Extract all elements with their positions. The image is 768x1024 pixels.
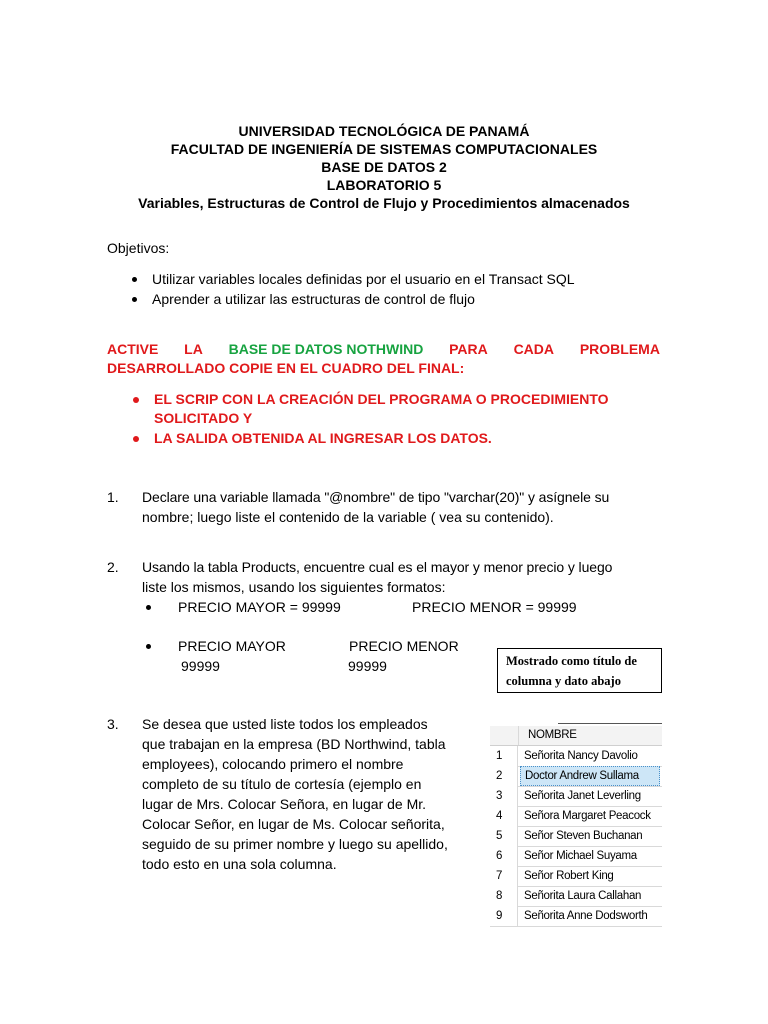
grid-corner-cell <box>490 726 519 745</box>
bullet-icon <box>132 277 137 282</box>
cell-nombre[interactable]: Señor Michael Suyama <box>524 850 637 862</box>
bullet-icon <box>146 644 151 649</box>
cell-nombre[interactable]: Señora Margaret Peacock <box>524 810 651 822</box>
problem-2-line-2: liste los mismos, usando los siguientes formatos: <box>142 579 446 595</box>
instruction-bullet-2: LA SALIDA OBTENIDA AL INGRESAR LOS DATOS. <box>154 430 492 446</box>
bullet-icon <box>132 297 137 302</box>
cell-nombre[interactable]: Señorita Janet Leverling <box>524 790 641 802</box>
result-grid <box>490 718 662 930</box>
topic-title: Variables, Estructuras de Control de Flujo y Procedimientos almacenados <box>138 195 630 211</box>
table-row[interactable] <box>490 846 662 867</box>
format-2-value-1: 99999 <box>181 658 220 674</box>
table-row[interactable] <box>490 806 662 827</box>
grid-header-row <box>490 726 662 746</box>
row-number: 1 <box>490 746 518 766</box>
problem-3-line: todo esto en una sola columna. <box>142 856 337 872</box>
problem-3-line: Se desea que usted liste todos los empleados <box>142 716 428 732</box>
row-number: 4 <box>490 806 518 826</box>
university-title: UNIVERSIDAD TECNOLÓGICA DE PANAMÁ <box>238 123 530 139</box>
note-line-2: columna y dato abajo <box>506 674 621 688</box>
table-row[interactable] <box>490 786 662 807</box>
problem-3-text <box>142 714 482 874</box>
table-row[interactable] <box>490 906 662 927</box>
problem-3-line: employees), colocando primero el nombre <box>142 756 404 772</box>
problem-3-line: lugar de Mrs. Colocar Señora, en lugar de Mr. <box>142 796 427 812</box>
table-row[interactable] <box>490 746 662 767</box>
instruction-word: CADA <box>513 341 555 357</box>
note-line-1: Mostrado como título de <box>506 654 637 668</box>
database-name: BASE DE DATOS NOTHWIND <box>228 341 424 357</box>
note-box <box>497 648 662 693</box>
row-number: 6 <box>490 846 518 866</box>
problem-3-line: completo de su título de cortesía (ejemplo en <box>142 776 422 792</box>
cell-nombre[interactable]: Señorita Anne Dodsworth <box>524 910 648 922</box>
format-1-right: PRECIO MENOR = 99999 <box>412 599 577 615</box>
row-number: 2 <box>490 766 518 786</box>
problem-3-number: 3. <box>107 716 119 732</box>
problem-3-line: Colocar Señor, en lugar de Ms. Colocar señorita, <box>142 816 445 832</box>
format-2-header-1: PRECIO MAYOR <box>178 638 286 654</box>
instruction-bullet-1: EL SCRIP CON LA CREACIÓN DEL PROGRAMA O PROCEDIMIENTO <box>154 391 609 407</box>
cell-nombre[interactable]: Señor Robert King <box>524 870 614 882</box>
cell-nombre[interactable]: Doctor Andrew Sullama <box>520 766 660 786</box>
format-2-header-2: PRECIO MENOR <box>349 638 459 654</box>
row-number: 7 <box>490 866 518 886</box>
format-2-value-2: 99999 <box>348 658 387 674</box>
lab-title: LABORATORIO 5 <box>326 177 442 193</box>
problem-3-line: seguido de su primer nombre y luego su apellido, <box>142 836 448 852</box>
problem-2-number: 2. <box>107 559 119 575</box>
bullet-icon <box>146 605 151 610</box>
instruction-word: PARA <box>449 341 488 357</box>
course-title: BASE DE DATOS 2 <box>321 159 447 175</box>
bullet-icon <box>133 397 139 403</box>
objective-item-2: Aprender a utilizar las estructuras de control de flujo <box>152 291 475 307</box>
row-number: 3 <box>490 786 518 806</box>
instruction-line-1 <box>107 341 660 357</box>
problem-3-line: que trabajan en la empresa (BD Northwind, tabla <box>142 736 446 752</box>
objective-item-1: Utilizar variables locales definidas por el usuario en el Transact SQL <box>152 271 575 287</box>
table-row[interactable] <box>490 826 662 847</box>
row-number: 9 <box>490 906 518 926</box>
bullet-icon <box>133 436 139 442</box>
cell-nombre[interactable]: Señorita Laura Callahan <box>524 890 642 902</box>
format-1-left: PRECIO MAYOR = 99999 <box>178 599 341 615</box>
objectives-label: Objetivos: <box>107 240 170 256</box>
problem-1-number: 1. <box>107 489 119 505</box>
cell-nombre[interactable]: Señor Steven Buchanan <box>524 830 643 842</box>
instruction-word: ACTIVE <box>107 341 159 357</box>
row-number: 5 <box>490 826 518 846</box>
instruction-word: PROBLEMA <box>579 341 660 357</box>
cell-nombre[interactable]: Señorita Nancy Davolio <box>524 750 638 762</box>
table-row[interactable] <box>490 866 662 887</box>
table-row[interactable] <box>490 886 662 907</box>
problem-1-line-1: Declare una variable llamada "@nombre" de tipo "varchar(20)" y asígnele su <box>142 489 610 505</box>
instruction-word: LA <box>184 341 203 357</box>
table-row-selected[interactable] <box>490 766 662 787</box>
row-number: 8 <box>490 886 518 906</box>
grid-top-line <box>558 723 662 724</box>
faculty-title: FACULTAD DE INGENIERÍA DE SISTEMAS COMPUTACIONALES <box>170 141 598 157</box>
instruction-bullet-1-cont: SOLICITADO Y <box>154 410 253 426</box>
instruction-line-2: DESARROLLADO COPIE EN EL CUADRO DEL FINAL: <box>107 360 465 376</box>
problem-1-line-2: nombre; luego liste el contenido de la variable ( vea su contenido). <box>142 509 554 525</box>
column-header-nombre[interactable]: NOMBRE <box>528 729 577 741</box>
problem-2-line-1: Usando la tabla Products, encuentre cual es el mayor y menor precio y luego <box>142 559 613 575</box>
